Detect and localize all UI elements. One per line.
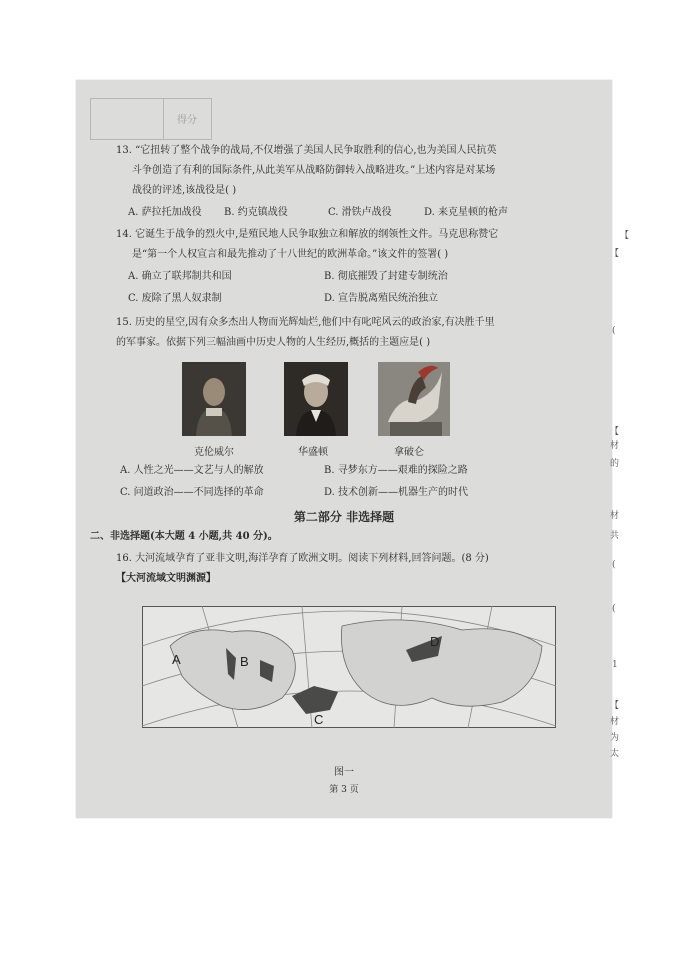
q14-line2: 是“第一个人权宣言和最先推动了十八世纪的欧洲革命。”该文件的签署( ) xyxy=(132,249,449,260)
material-title: 【大河流域文明渊源】 xyxy=(116,573,216,584)
section-two-title: 第二部分 非选择题 xyxy=(293,510,395,524)
q13-option-b[interactable]: B. 约克镇战役 xyxy=(224,207,288,218)
map-label-c: C xyxy=(314,712,324,727)
edge-mark: 为 xyxy=(610,733,620,743)
q13-option-a[interactable]: A. 萨拉托加战役 xyxy=(128,207,202,218)
caption-cromwell: 克伦威尔 xyxy=(194,447,234,458)
q15-line2: 的军事家。依据下列三幅油画中历史人物的人生经历,概括的主题应是( ) xyxy=(116,337,431,348)
q14-option-a[interactable]: A. 确立了联邦制共和国 xyxy=(128,271,232,282)
edge-mark: ( xyxy=(612,326,616,336)
edge-mark: 【 xyxy=(610,427,620,437)
edge-mark: 太 xyxy=(610,749,620,759)
edge-mark: 材 xyxy=(610,441,620,451)
page-number: 第 3 页 xyxy=(329,785,359,795)
q14-option-d[interactable]: D. 宣告脱离殖民统治独立 xyxy=(324,293,439,304)
q13-option-c[interactable]: C. 滑铁卢战役 xyxy=(328,207,392,218)
edge-mark: ( xyxy=(612,560,616,570)
figure-caption: 图一 xyxy=(334,767,354,778)
map-label-b: B xyxy=(240,654,249,669)
map-label-d: D xyxy=(430,634,440,649)
q13-line2: 斗争创造了有利的国际条件,从此美军从战略防御转入战略进攻。”上述内容是对某场 xyxy=(132,165,496,176)
caption-washington: 华盛顿 xyxy=(298,447,328,458)
edge-mark: 的 xyxy=(610,459,620,469)
section-two-heading: 二、非选择题(本大题 4 小题,共 40 分)。 xyxy=(90,531,278,542)
q14-option-b[interactable]: B. 彻底摧毁了封建专制统治 xyxy=(324,271,448,282)
q16-line1: 16. 大河流域孕育了亚非文明,海洋孕育了欧洲文明。阅读下列材料,回答问题。(8 分) xyxy=(116,553,489,564)
washington-portrait xyxy=(284,362,348,436)
q15-option-b[interactable]: B. 寻梦东方——艰难的探险之路 xyxy=(324,465,468,476)
q13-option-d[interactable]: D. 来克星顿的枪声 xyxy=(424,207,509,218)
q13-line3: 战役的评述,该战役是( ) xyxy=(132,185,237,196)
edge-mark: 材 xyxy=(610,717,620,727)
edge-mark: 【 xyxy=(610,701,620,711)
score-box xyxy=(90,98,212,140)
edge-mark: 共 xyxy=(610,531,620,541)
map-label-a: A xyxy=(172,652,181,667)
score-label: 得分 xyxy=(177,115,197,126)
edge-mark: ( xyxy=(612,604,616,614)
q15-option-a[interactable]: A. 人性之光——文艺与人的解放 xyxy=(120,465,264,476)
river-civilizations-map xyxy=(142,606,556,728)
q15-option-d[interactable]: D. 技术创新——机器生产的时代 xyxy=(324,487,469,498)
caption-napoleon: 拿破仑 xyxy=(394,447,424,458)
cromwell-portrait xyxy=(182,362,246,436)
q14-option-c[interactable]: C. 废除了黑人奴隶制 xyxy=(128,293,222,304)
q15-option-c[interactable]: C. 问道政治——不同选择的革命 xyxy=(120,487,264,498)
edge-mark: 材 xyxy=(610,511,620,521)
q14-line1: 14. 它诞生于战争的烈火中,是殖民地人民争取独立和解放的纲领性文件。马克思称赞它 xyxy=(116,229,499,240)
q13-line1: 13. “它扭转了整个战争的战局,不仅增强了美国人民争取胜利的信心,也为美国人民抗英 xyxy=(116,145,497,156)
edge-mark: 1 xyxy=(612,660,618,670)
edge-mark: 【 xyxy=(610,249,620,259)
exam-page xyxy=(76,80,612,818)
napoleon-painting xyxy=(378,362,450,436)
q15-line1: 15. 历史的星空,因有众多杰出人物而光辉灿烂,他们中有叱咤风云的政治家,有决胜千里 xyxy=(116,317,495,328)
edge-mark: 【 xyxy=(620,231,630,241)
